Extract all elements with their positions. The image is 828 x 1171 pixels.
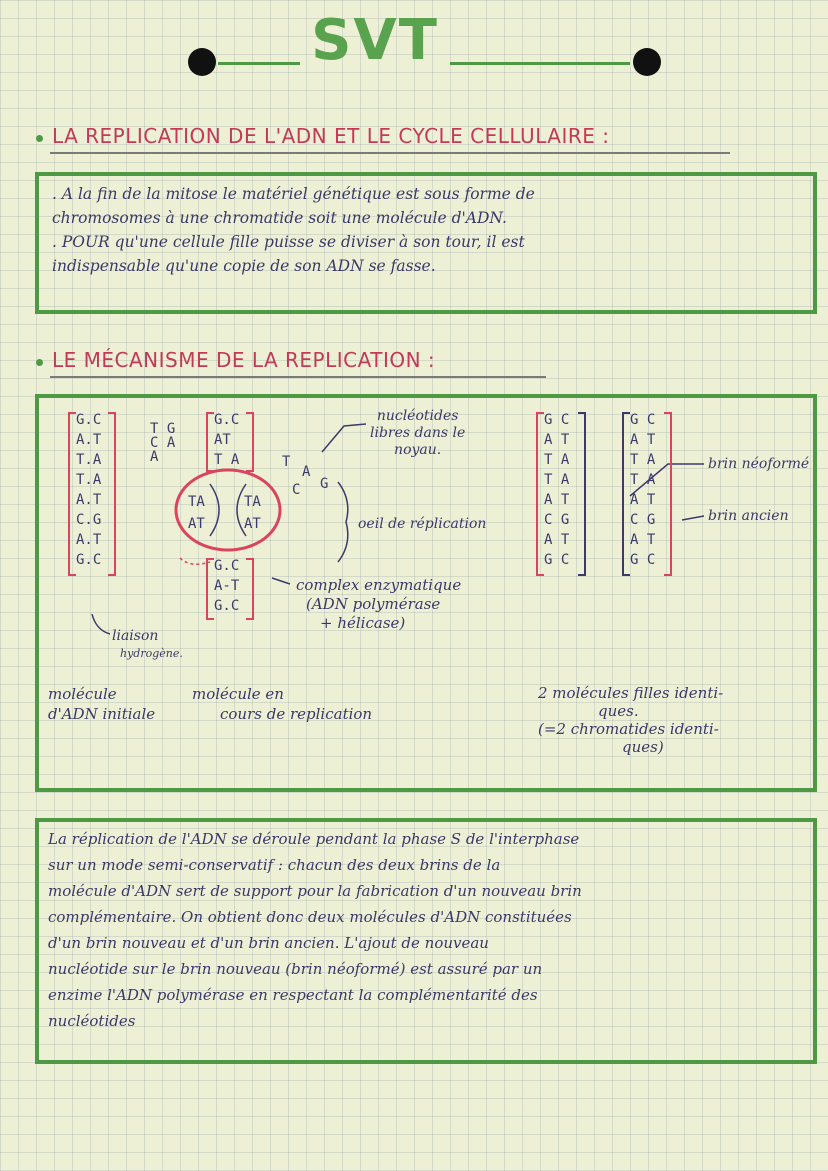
free-nucleotide: C A <box>150 435 176 451</box>
section3-line: complémentaire. On obtient donc deux molécules d'ADN constituées <box>48 908 572 926</box>
section1-line: . A la fin de la mitose le matériel génétique est sous forme de <box>52 185 535 203</box>
label-line: noyau. <box>394 442 442 458</box>
free-nucleotide: G <box>320 476 329 492</box>
base-pair: G C <box>630 412 656 428</box>
free-nucleotide: A <box>150 449 159 465</box>
section1-line: . POUR qu'une cellule fille puisse se diviser à son tour, il est <box>52 233 525 251</box>
label-molecule-in-progress <box>192 684 372 724</box>
label-line: complex enzymatique <box>296 576 462 594</box>
page-title: SVT <box>311 8 439 73</box>
bubble-pair: AT <box>244 516 261 532</box>
base-pair: AT <box>214 432 231 448</box>
label-hydrogen-bond <box>112 628 183 662</box>
label-line: (=2 chromatides identi- <box>538 720 719 738</box>
base-pair: G.C <box>214 558 240 574</box>
free-nucleotide: A <box>302 464 311 480</box>
base-pair: G C <box>630 552 656 568</box>
base-pair: A.T <box>76 492 102 508</box>
daughter1-new-strand <box>578 412 586 576</box>
label-line: liaison <box>112 628 159 644</box>
free-nucleotide: C <box>292 482 301 498</box>
section3-text <box>48 826 810 1034</box>
base-pair: A.T <box>76 432 102 448</box>
base-pair: A T <box>544 532 570 548</box>
base-pair: G.C <box>76 552 102 568</box>
base-pair: T.A <box>76 452 102 468</box>
section2-heading: LE MÉCANISME DE LA REPLICATION : <box>52 348 436 372</box>
free-nucleotide: T G <box>150 421 176 437</box>
label-daughter-molecules <box>538 684 723 756</box>
label-line: (ADN polymérase <box>306 595 441 613</box>
base-pair: A-T <box>214 578 240 594</box>
base-pair: G C <box>544 552 570 568</box>
section3-line: molécule d'ADN sert de support pour la fabrication d'un nouveau brin <box>48 882 582 900</box>
section1-line: indispensable qu'une copie de son ADN se fasse. <box>52 257 436 275</box>
label-enzyme-complex <box>296 576 461 633</box>
label-line: libres dans le <box>370 425 466 441</box>
bubble-pair: TA <box>244 494 261 510</box>
bubble-brace <box>338 482 348 562</box>
bubble-pair: AT <box>188 516 205 532</box>
label-line: + hélicase) <box>320 614 406 632</box>
label-line: 2 molécules filles identi- <box>538 684 724 702</box>
label-line: molécule en <box>192 685 284 703</box>
label-replication-bubble: oeil de réplication <box>358 516 487 532</box>
base-pair: T A <box>630 472 656 488</box>
nucleotides-pointer <box>322 424 366 452</box>
label-line: ques) <box>622 738 664 756</box>
base-pair: G.C <box>214 598 240 614</box>
base-pair: T.A <box>76 472 102 488</box>
section1-heading: LA REPLICATION DE L'ADN ET LE CYCLE CELLULAIRE : <box>52 124 610 148</box>
label-new-strand: brin néoformé <box>708 456 810 472</box>
base-pair: T A <box>630 452 656 468</box>
section1-line: chromosomes à une chromatide soit une molécule d'ADN. <box>52 209 507 227</box>
old-strand-pointer <box>682 516 704 520</box>
label-line: nucléotides <box>376 408 459 424</box>
section3-line: nucléotide sur le brin nouveau (brin néoformé) est assuré par un <box>48 960 543 978</box>
free-nucleotide: T <box>282 454 291 470</box>
label-line: cours de replication <box>220 705 373 723</box>
base-pair: C.G <box>76 512 102 528</box>
base-pair: T A <box>544 472 570 488</box>
section3-line: sur un mode semi-conservatif : chacun des deux brins de la <box>48 856 501 874</box>
section3-line: La réplication de l'ADN se déroule pendant la phase S de l'interphase <box>48 830 580 848</box>
label-line: hydrogène. <box>120 647 183 660</box>
daughter-molecule-2 <box>630 410 655 570</box>
label-line: ques. <box>598 702 639 720</box>
base-pair: A T <box>544 492 570 508</box>
base-pair: G.C <box>76 412 102 428</box>
bubble-pair: TA <box>188 494 205 510</box>
base-pair: A T <box>630 532 656 548</box>
base-pair: A T <box>630 432 656 448</box>
section3-line: enzime l'ADN polymérase en respectant la complémentarité des <box>48 986 538 1004</box>
base-pair: G C <box>544 412 570 428</box>
base-pair: A T <box>630 492 656 508</box>
base-pair: C G <box>630 512 656 528</box>
base-pair: G.C <box>214 412 240 428</box>
base-pair: T A <box>544 452 570 468</box>
daughter1-old-strand <box>536 412 544 576</box>
hydrogen-pointer <box>92 614 110 634</box>
label-nucleotides <box>370 408 465 459</box>
base-pair: A T <box>544 432 570 448</box>
section3-line: nucléotides <box>48 1012 136 1030</box>
base-pair: C G <box>544 512 570 528</box>
complex-pointer <box>272 578 290 584</box>
label-line: molécule <box>48 685 117 703</box>
section3-line: d'un brin nouveau et d'un brin ancien. L'ajout de nouveau <box>48 934 489 952</box>
label-line: d'ADN initiale <box>48 705 156 723</box>
daughter-molecule-1 <box>544 410 569 570</box>
daughter2-new-strand <box>622 412 630 576</box>
base-pair: T A <box>214 452 240 468</box>
daughter2-old-strand <box>664 412 672 576</box>
label-initial-molecule <box>48 684 155 724</box>
base-pair: A.T <box>76 532 102 548</box>
label-old-strand: brin ancien <box>708 508 789 524</box>
